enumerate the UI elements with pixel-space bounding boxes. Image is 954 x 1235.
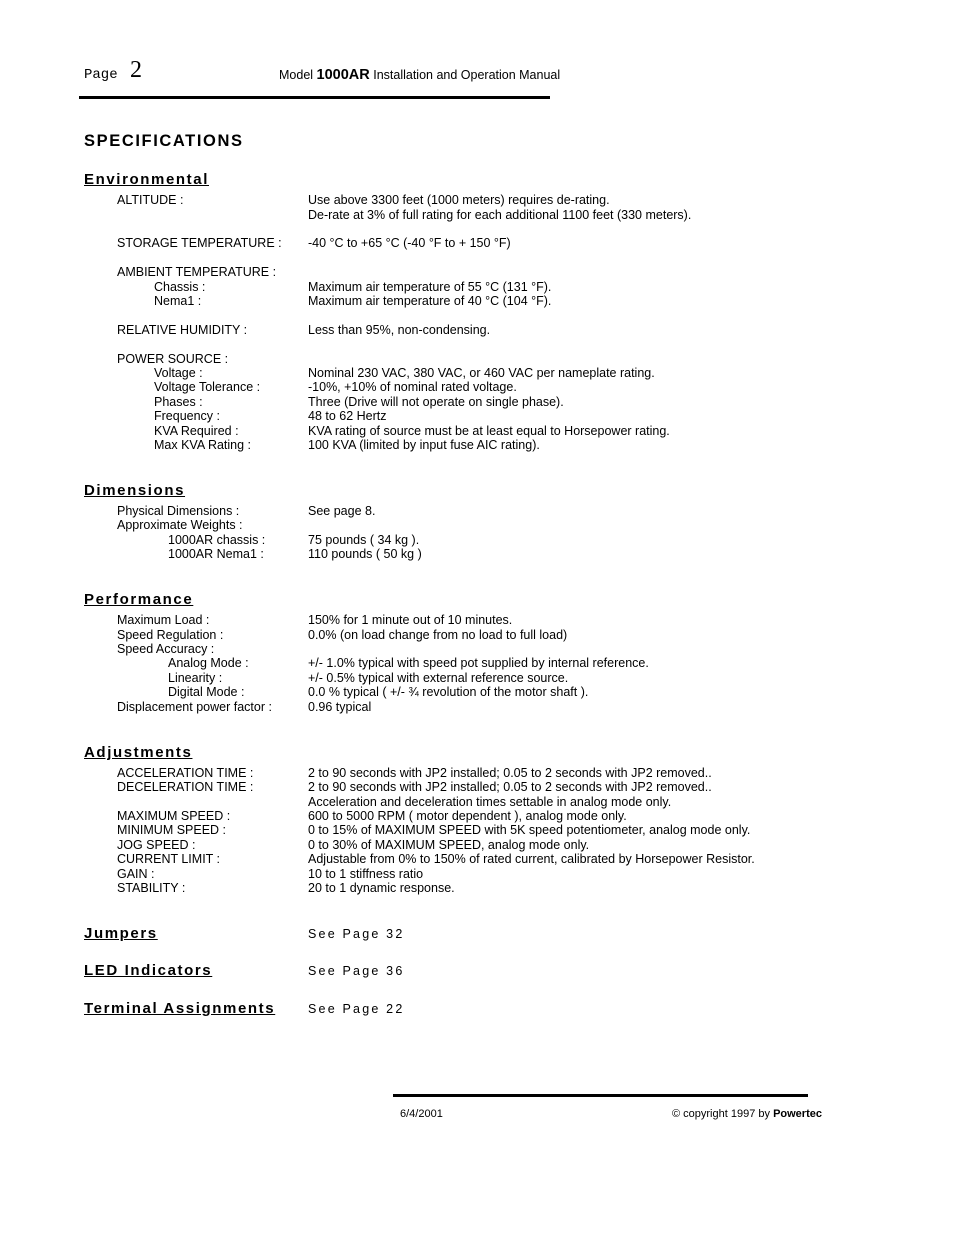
manual-header-title <box>279 67 560 83</box>
voltage-label: Voltage : <box>154 366 203 380</box>
page-number: 2 <box>130 57 142 83</box>
kva-required-value: KVA rating of source must be at least equal to Horsepower rating. <box>308 424 670 438</box>
weight-chassis-label: 1000AR chassis : <box>168 533 266 547</box>
copyright-text: © copyright 1997 by <box>672 1108 770 1120</box>
page-label: Page <box>84 67 118 83</box>
linearity-value: +/- 0.5% typical with external reference source. <box>308 671 569 685</box>
max-load-value: 150% for 1 minute out of 10 minutes. <box>308 613 513 627</box>
ambient-chassis-label: Chassis : <box>154 280 206 294</box>
physical-dimensions-label: Physical Dimensions : <box>117 504 240 518</box>
decel-time-label: DECELERATION TIME : <box>117 780 254 794</box>
storage-temp-value: -40 °C to +65 °C (-40 °F to + 150 °F) <box>308 236 511 250</box>
footer-rule <box>393 1094 808 1097</box>
ambient-chassis-value: Maximum air temperature of 55 °C (131 °F). <box>308 280 552 294</box>
storage-temp-label: STORAGE TEMPERATURE : <box>117 236 282 250</box>
power-factor-label: Displacement power factor : <box>117 700 272 714</box>
max-speed-value: 600 to 5000 RPM ( motor dependent ), analog mode only. <box>308 809 627 823</box>
analog-mode-value: +/- 1.0% typical with speed pot supplied by internal reference. <box>308 656 649 670</box>
ambient-temp-label: AMBIENT TEMPERATURE : <box>117 265 277 279</box>
company-name: Powertec <box>773 1108 822 1120</box>
digital-mode-label: Digital Mode : <box>168 685 245 699</box>
min-speed-value: 0 to 15% of MAXIMUM SPEED with 5K speed potentiometer, analog mode only. <box>308 823 751 837</box>
section-heading-jumpers: Jumpers <box>84 925 158 942</box>
section-heading-environmental: Environmental <box>84 171 209 188</box>
terminal-page-ref: See Page 22 <box>308 1002 405 1016</box>
frequency-value: 48 to 62 Hertz <box>308 409 387 423</box>
footer-date: 6/4/2001 <box>400 1108 443 1120</box>
ambient-nema1-label: Nema1 : <box>154 294 202 308</box>
weights-label: Approximate Weights : <box>117 518 243 532</box>
voltage-value: Nominal 230 VAC, 380 VAC, or 460 VAC per nameplate rating. <box>308 366 655 380</box>
accel-time-value: 2 to 90 seconds with JP2 installed; 0.05 to 2 seconds with JP2 removed.. <box>308 766 712 780</box>
stability-value: 20 to 1 dynamic response. <box>308 881 455 895</box>
speed-accuracy-label: Speed Accuracy : <box>117 642 215 656</box>
phases-value: Three (Drive will not operate on single phase). <box>308 395 564 409</box>
jog-speed-label: JOG SPEED : <box>117 838 196 852</box>
kva-required-label: KVA Required : <box>154 424 239 438</box>
jumpers-page-ref: See Page 32 <box>308 927 405 941</box>
phases-label: Phases : <box>154 395 203 409</box>
frequency-label: Frequency : <box>154 409 221 423</box>
humidity-label: RELATIVE HUMIDITY : <box>117 323 248 337</box>
linearity-label: Linearity : <box>168 671 223 685</box>
weight-nema1-label: 1000AR Nema1 : <box>168 547 264 561</box>
ambient-nema1-value: Maximum air temperature of 40 °C (104 °F). <box>308 294 552 308</box>
humidity-value: Less than 95%, non-condensing. <box>308 323 491 337</box>
weight-nema1-value: 110 pounds ( 50 kg ) <box>308 547 422 561</box>
max-kva-value: 100 KVA (limited by input fuse AIC rating). <box>308 438 540 452</box>
current-limit-value: Adjustable from 0% to 150% of rated current, calibrated by Horsepower Resistor. <box>308 852 755 866</box>
altitude-value-1: Use above 3300 feet (1000 meters) requires de-rating. <box>308 193 610 207</box>
power-factor-value: 0.96 typical <box>308 700 372 714</box>
accel-decel-note: Acceleration and deceleration times settable in analog mode only. <box>308 795 672 809</box>
section-heading-performance: Performance <box>84 591 194 608</box>
speed-regulation-value: 0.0% (on load change from no load to full load) <box>308 628 568 642</box>
footer-copyright <box>672 1108 822 1120</box>
jog-speed-value: 0 to 30% of MAXIMUM SPEED, analog mode only. <box>308 838 590 852</box>
section-heading-dimensions: Dimensions <box>84 482 186 499</box>
accel-time-label: ACCELERATION TIME : <box>117 766 254 780</box>
altitude-label: ALTITUDE : <box>117 193 184 207</box>
stability-label: STABILITY : <box>117 881 186 895</box>
gain-value: 10 to 1 stiffness ratio <box>308 867 424 881</box>
analog-mode-label: Analog Mode : <box>168 656 249 670</box>
max-kva-label: Max KVA Rating : <box>154 438 252 452</box>
min-speed-label: MINIMUM SPEED : <box>117 823 227 837</box>
max-speed-label: MAXIMUM SPEED : <box>117 809 231 823</box>
model-name: 1000AR <box>316 67 370 83</box>
section-heading-terminal-assignments: Terminal Assignments <box>84 1000 276 1017</box>
section-heading-led-indicators: LED Indicators <box>84 962 213 979</box>
physical-dimensions-value: See page 8. <box>308 504 376 518</box>
speed-regulation-label: Speed Regulation : <box>117 628 224 642</box>
decel-time-value: 2 to 90 seconds with JP2 installed; 0.05 to 2 seconds with JP2 removed.. <box>308 780 712 794</box>
voltage-tolerance-value: -10%, +10% of nominal rated voltage. <box>308 380 517 394</box>
power-source-label: POWER SOURCE : <box>117 352 229 366</box>
manual-title: Installation and Operation Manual <box>373 68 561 82</box>
section-heading-adjustments: Adjustments <box>84 744 193 761</box>
page-title: SPECIFICATIONS <box>84 132 244 150</box>
altitude-value-2: De-rate at 3% of full rating for each additional 1100 feet (330 meters). <box>308 208 692 222</box>
current-limit-label: CURRENT LIMIT : <box>117 852 221 866</box>
max-load-label: Maximum Load : <box>117 613 210 627</box>
gain-label: GAIN : <box>117 867 155 881</box>
model-prefix: Model <box>279 68 314 82</box>
weight-chassis-value: 75 pounds ( 34 kg ). <box>308 533 420 547</box>
voltage-tolerance-label: Voltage Tolerance : <box>154 380 261 394</box>
digital-mode-value: 0.0 % typical ( +/- ¾ revolution of the motor shaft ). <box>308 685 589 699</box>
header-rule <box>79 96 550 99</box>
led-page-ref: See Page 36 <box>308 964 405 978</box>
